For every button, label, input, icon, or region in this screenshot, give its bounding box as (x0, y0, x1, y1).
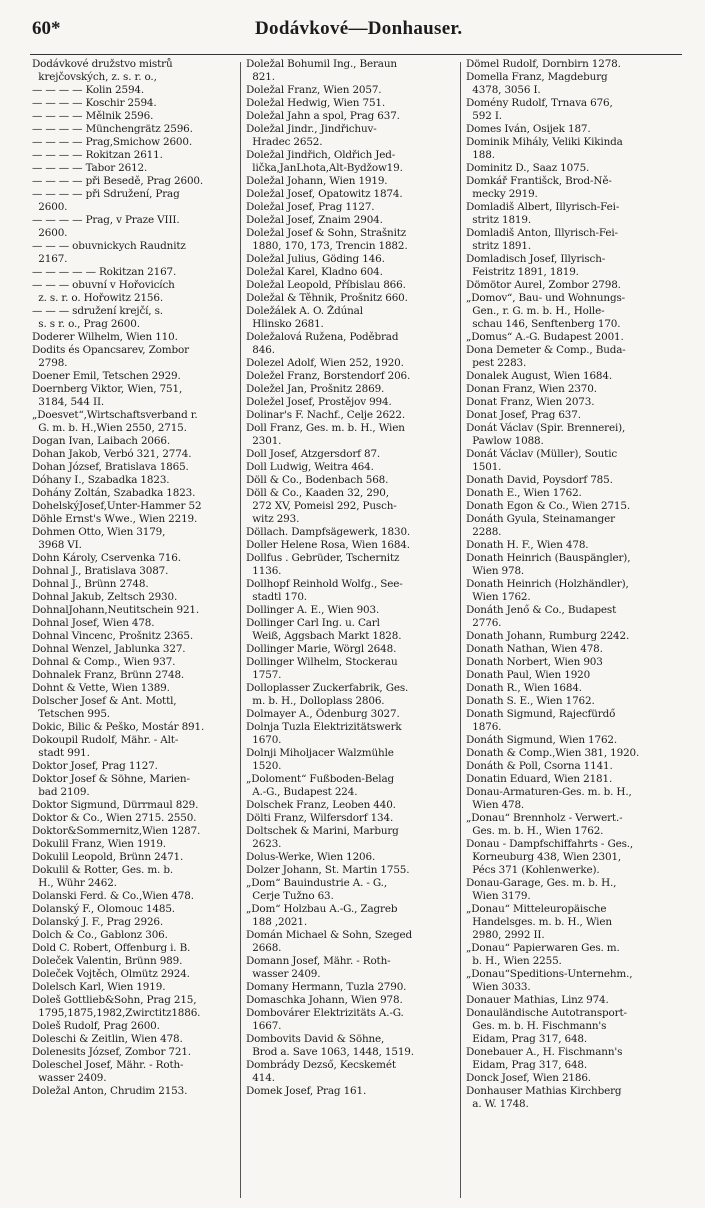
directory-entry-line: Donát Václav (Spir. Brennerei), (466, 422, 626, 434)
directory-entry-line: Dolus-Werke, Wien 1206. (246, 851, 376, 863)
directory-entry-line: „Donau“ Mitteleuropäische (466, 903, 607, 915)
directory-entry-line: Dohnal Wenzel, Jablunka 327. (32, 643, 186, 655)
directory-entry-line: Döllach. Dampfsägewerk, 1830. (246, 526, 411, 538)
directory-entry-line: lička,JanLhota,Alt-Bydžow19. (246, 162, 403, 174)
directory-entry-line: Dolanski Ferd. & Co.,Wien 478. (32, 890, 194, 902)
directory-entry-line: Pécs 371 (Kohlenwerke). (466, 864, 600, 876)
directory-entry-line: 2288. (466, 526, 502, 538)
column-divider (460, 62, 461, 1198)
directory-entry-line: Doktor & Co., Wien 2715. 2550. (32, 812, 197, 824)
directory-entry-line: bad 2109. (32, 786, 90, 798)
column-2 (246, 58, 456, 1200)
directory-entry-line: Dollinger Wilhelm, Stockerau (246, 656, 398, 668)
directory-entry-line: 821. (246, 71, 275, 83)
directory-entry-line: Dokulil Leopold, Brünn 2471. (32, 851, 184, 863)
page-header (0, 14, 705, 44)
directory-entry-line: Doleschi & Zeitlin, Wien 478. (32, 1033, 183, 1045)
directory-entry-line: Dölti Franz, Wilfersdorf 134. (246, 812, 394, 824)
directory-entry-line: Donath Norbert, Wien 903 (466, 656, 603, 668)
directory-entry-line: Dokoupil Rudolf, Mähr. - Alt- (32, 734, 179, 746)
directory-entry-line: Dombrády Dezső, Kecskemét (246, 1059, 396, 1071)
directory-entry-line: Döll & Co., Bodenbach 568. (246, 474, 389, 486)
directory-entry-line: 1795,1875,1982,Zwirctitz1886. (32, 1007, 201, 1019)
directory-entry-line: Pawlow 1088. (466, 435, 544, 447)
directory-entry-line: Dogan Ivan, Laibach 2066. (32, 435, 170, 447)
directory-entry-line: 2776. (466, 617, 502, 629)
directory-entry-line: 1670. (246, 734, 282, 746)
directory-entry-line: Domladiš Anton, Illyrisch-Fei- (466, 227, 618, 239)
directory-entry-line: 3968 VI. (32, 539, 82, 551)
directory-entry-line: 2798. (32, 357, 68, 369)
directory-entry-line: Dolnja Tuzla Elektrizitätswerk (246, 721, 402, 733)
directory-entry-line: Donath Sigmund, Rajecfürdő (466, 708, 616, 720)
directory-entry-line: Doll Franz, Ges. m. b. H., Wien (246, 422, 405, 434)
directory-entry-line: Doleš Gottlieb&Sohn, Prag 215, (32, 994, 197, 1006)
directory-entry-line: H., Wühr 2462. (32, 877, 117, 889)
directory-entry-line: Domkář Františck, Brod-Ně- (466, 175, 612, 187)
directory-entry-line: Doležal Jindřich, Oldřich Jed- (246, 149, 396, 161)
directory-entry-line: 1667. (246, 1020, 282, 1032)
directory-entry-line: z. s. r. o. Hořowitz 2156. (32, 292, 163, 304)
column-divider (240, 62, 241, 1198)
directory-entry-line: Dohmen Otto, Wien 3179, (32, 526, 166, 538)
directory-entry-line: Doležal Hedwig, Wien 751. (246, 97, 386, 109)
directory-entry-line: Doktor Josef & Söhne, Marien- (32, 773, 190, 785)
page-title: Dodávkové—Donhauser. (255, 18, 463, 39)
directory-entry-line: Doležal Josef, Znaim 2904. (246, 214, 383, 226)
directory-entry-line: Doležal Jindr., Jindřichuv- (246, 123, 377, 135)
directory-entry-line: Dömel Rudolf, Dornbirn 1278. (466, 58, 621, 70)
directory-entry-line: „Domus“ A.-G. Budapest 2001. (466, 331, 624, 343)
directory-entry-line: Dohnal J., Bratislava 3087. (32, 565, 169, 577)
directory-entry-line: „Domov“, Bau- und Wohnungs- (466, 292, 625, 304)
directory-entry-line: Doležal Julius, Göding 146. (246, 253, 385, 265)
directory-entry-line: Dodávkové družstvo mistrů (32, 58, 173, 70)
directory-entry-line: 2623. (246, 838, 282, 850)
directory-entry-line: 2600. (32, 201, 68, 213)
directory-entry-line: Brod a. Save 1063, 1448, 1519. (246, 1046, 414, 1058)
directory-entry-line: Domladisch Josef, Illyrisch- (466, 253, 606, 265)
directory-entry-line: stritz 1819. (466, 214, 532, 226)
directory-entry-line: witz 293. (246, 513, 300, 525)
directory-entry-line: Donath Egon & Co., Wien 2715. (466, 500, 630, 512)
directory-entry-line: 1520. (246, 760, 282, 772)
directory-entry-line: Doležal Johann, Wien 1919. (246, 175, 388, 187)
directory-entry-line: 188 ,2021. (246, 916, 307, 928)
directory-entry-line: 1501. (466, 461, 502, 473)
directory-entry-line: Dolenesits József, Zombor 721. (32, 1046, 191, 1058)
directory-entry-line: Dolanský J. F., Prag 2926. (32, 916, 164, 928)
directory-entry-line: Domladiš Albert, Illyrisch-Fei- (466, 201, 620, 213)
directory-entry-line: 2167. (32, 253, 68, 265)
directory-entry-line: Doležal Bohumil Ing., Beraun (246, 58, 397, 70)
directory-entry-line: Domella Franz, Magdeburg (466, 71, 608, 83)
directory-entry-line: Döhle Ernst's Wwe., Wien 2219. (32, 513, 198, 525)
directory-entry-line: Donat Franz, Wien 2073. (466, 396, 595, 408)
directory-entry-line: Doleschel Josef, Mähr. - Roth- (32, 1059, 184, 1071)
directory-entry-line: stritz 1891. (466, 240, 532, 252)
directory-entry-line: — — — — Koschir 2594. (32, 97, 157, 109)
directory-entry-line: 1136. (246, 565, 282, 577)
directory-entry-line: Weiß, Aggsbach Markt 1828. (246, 630, 402, 642)
directory-entry-line: stadtl 170. (246, 591, 307, 603)
directory-entry-line: Dominik Mihály, Veliki Kikinda (466, 136, 623, 148)
directory-entry-line: Doleček Valentin, Brünn 989. (32, 955, 183, 967)
directory-entry-line: Donát Václav (Müller), Soutic (466, 448, 618, 460)
directory-entry-line: Korneuburg 438, Wien 2301, (466, 851, 622, 863)
directory-entry-line: Donath E., Wien 1762. (466, 487, 582, 499)
directory-entry-line: Domán Michael & Sohn, Szeged (246, 929, 412, 941)
directory-entry-line: Tetschen 995. (32, 708, 110, 720)
directory-entry-line: Doležel Jan, Prošnitz 2869. (246, 383, 385, 395)
directory-entry-line: Domek Josef, Prag 161. (246, 1085, 367, 1097)
directory-entry-line: Hlinsko 2681. (246, 318, 324, 330)
directory-entry-line: Wien 1762. (466, 591, 531, 603)
directory-entry-line: Dolanský F., Olomouc 1485. (32, 903, 175, 915)
directory-entry-line: Doleš Rudolf, Prag 2600. (32, 1020, 160, 1032)
directory-entry-line: Cerje Tužno 63. (246, 890, 334, 902)
directory-entry-line: Doležalová Ružena, Poděbrad (246, 331, 399, 343)
directory-entry-line: 3184, 544 II. (32, 396, 105, 408)
directory-entry-line: Doležal Leopold, Příbislau 866. (246, 279, 406, 291)
directory-entry-line: DohnalJohann,Neutitschein 921. (32, 604, 200, 616)
directory-entry-line: mecky 2919. (466, 188, 538, 200)
directory-entry-line: Donan Franz, Wien 2370. (466, 383, 597, 395)
directory-entry-line: Dohan József, Bratislava 1865. (32, 461, 189, 473)
directory-entry-line: Dohány Zoltán, Szabadka 1823. (32, 487, 196, 499)
directory-entry-line: Donauer Mathias, Linz 974. (466, 994, 609, 1006)
directory-entry-line: „Dom“ Bauindustrie A. - G., (246, 877, 387, 889)
directory-entry-line: Döll & Co., Kaaden 32, 290, (246, 487, 389, 499)
directory-entry-line: Wien 3033. (466, 981, 531, 993)
directory-entry-line: Donath & Comp.,Wien 381, 1920. (466, 747, 640, 759)
directory-entry-line: „Donau“ Papierwaren Ges. m. (466, 942, 620, 954)
directory-entry-line: Dokulil Franz, Wien 1919. (32, 838, 166, 850)
directory-entry-line: Doleček Vojtěch, Olmütz 2924. (32, 968, 190, 980)
directory-entry-line: Dolinar's F. Nachf., Celje 2622. (246, 409, 405, 421)
directory-entry-line: Wien 978. (466, 565, 525, 577)
directory-entry-line: Dohnal & Comp., Wien 937. (32, 656, 176, 668)
directory-entry-line: Doll Josef, Atzgersdorf 87. (246, 448, 381, 460)
directory-entry-line: Doležal Josef, Opatowitz 1874. (246, 188, 403, 200)
directory-entry-line: Domény Rudolf, Trnava 676, (466, 97, 613, 109)
directory-entry-line: Donáth Gyula, Steinamanger (466, 513, 615, 525)
directory-entry-line: Handelsges. m. b. H., Wien (466, 916, 612, 928)
directory-entry-line: Feistritz 1891, 1819. (466, 266, 579, 278)
directory-entry-line: 188. (466, 149, 495, 161)
directory-entry-line: „Donau“ Brennholz - Verwert.- (466, 812, 623, 824)
directory-entry-line: Donáth Sigmund, Wien 1762. (466, 734, 618, 746)
directory-entry-line: Donau - Dampfschiffahrts - Ges., (466, 838, 634, 850)
directory-entry-line: Dokic, Bilic & Peško, Mostár 891. (32, 721, 205, 733)
directory-entry-line: Dohan Jakob, Verbó 321, 2774. (32, 448, 192, 460)
directory-entry-line: Doležal Anton, Chrudim 2153. (32, 1085, 188, 1097)
directory-entry-line: Donau-Garage, Ges. m. b. H., (466, 877, 617, 889)
directory-entry-line: Dollinger Carl Ing. u. Carl (246, 617, 380, 629)
directory-entry-line: Dodits és Opancsarev, Zombor (32, 344, 189, 356)
directory-entry-line: Doležel Franz, Borstendorf 206. (246, 370, 411, 382)
directory-entry-line: — — — sdružení krejčí, s. (32, 305, 163, 317)
directory-entry-line: Donath H. F., Wien 478. (466, 539, 589, 551)
header-rule (30, 54, 682, 55)
directory-entry-line: — — — — při Sdružení, Prag (32, 188, 180, 200)
directory-entry-line: Domann Josef, Mähr. - Roth- (246, 955, 391, 967)
directory-entry-line: 1757. (246, 669, 282, 681)
directory-entry-line: — — — obuvnickych Raudnitz (32, 240, 186, 252)
directory-entry-line: Donhauser Mathias Kirchberg (466, 1085, 622, 1097)
directory-entry-line: Donau-Armaturen-Ges. m. b. H., (466, 786, 632, 798)
directory-entry-line: Dokulil & Rotter, Ges. m. b. (32, 864, 174, 876)
directory-entry-line: Donat Josef, Prag 637. (466, 409, 581, 421)
directory-entry-line: Doktor&Sommernitz,Wien 1287. (32, 825, 201, 837)
directory-entry-line: Donath Paul, Wien 1920 (466, 669, 591, 681)
directory-entry-line: DohelskýJosef,Unter-Hammer 52 (32, 500, 202, 512)
directory-entry-line: pest 2283. (466, 357, 527, 369)
directory-entry-line: Dombovits David & Söhne, (246, 1033, 385, 1045)
directory-entry-line: — — — — — Rokitzan 2167. (32, 266, 177, 278)
directory-entry-line: Dömötor Aurel, Zombor 2798. (466, 279, 621, 291)
directory-entry-line: Dohnal Josef, Wien 478. (32, 617, 155, 629)
directory-entry-line: Dohnal Vincenc, Prošnitz 2365. (32, 630, 193, 642)
directory-entry-line: Donath Nathan, Wien 478. (466, 643, 603, 655)
directory-entry-line: Dold C. Robert, Offenburg i. B. (32, 942, 191, 954)
directory-entry-line: Dohn Károly, Cservenka 716. (32, 552, 181, 564)
directory-entry-line: Doležal Jahn a spol, Prag 637. (246, 110, 400, 122)
directory-entry-line: Donath R., Wien 1684. (466, 682, 582, 694)
directory-entry-line: Doernberg Viktor, Wien, 751, (32, 383, 183, 395)
directory-entry-line: Donauländische Autotransport- (466, 1007, 627, 1019)
directory-entry-line: b. H., Wien 2255. (466, 955, 562, 967)
directory-entry-line: s. s r. o., Prag 2600. (32, 318, 140, 330)
directory-entry-line: Dolloplasser Zuckerfabrik, Ges. (246, 682, 409, 694)
directory-entry-line: 272 XV, Pomeisl 292, Pusch- (246, 500, 397, 512)
directory-entry-line: „Dom“ Holzbau A.-G., Zagreb (246, 903, 398, 915)
directory-entry-line: Doležálek A. O. Ždúnal (246, 305, 363, 317)
directory-entry-line: Dollhopf Reinhold Wolfg., See- (246, 578, 403, 590)
directory-entry-line: — — — — Münchengrätz 2596. (32, 123, 193, 135)
directory-entry-line: „Doloment“ Fußboden-Belag (246, 773, 394, 785)
directory-entry-line: Donath Heinrich (Holzhändler), (466, 578, 629, 590)
directory-entry-line: Eidam, Prag 317, 648. (466, 1059, 588, 1071)
directory-entry-line: Dóhany I., Szabadka 1823. (32, 474, 170, 486)
directory-entry-line: Doener Emil, Tetschen 2929. (32, 370, 181, 382)
directory-entry-line: 2301. (246, 435, 282, 447)
directory-entry-line: — — — — Prag, v Praze VIII. (32, 214, 180, 226)
directory-entry-line: Domany Hermann, Tuzla 2790. (246, 981, 407, 993)
directory-entry-line: „Donau“Speditions-Unternehm., (466, 968, 633, 980)
directory-entry-line: Dohnalek Franz, Brünn 2748. (32, 669, 185, 681)
directory-entry-line: Gen., r. G. m. b. H., Holle- (466, 305, 605, 317)
column-3 (466, 58, 680, 1200)
directory-entry-line: Dollfus . Gebrüder, Tschernitz (246, 552, 400, 564)
directory-entry-line: Dolelsch Karl, Wien 1919. (32, 981, 166, 993)
directory-entry-line: Dolscher Josef & Ant. Mottl, (32, 695, 177, 707)
directory-entry-line: 2600. (32, 227, 68, 239)
directory-entry-line: Dollinger A. E., Wien 903. (246, 604, 380, 616)
directory-entry-line: Dolschek Franz, Leoben 440. (246, 799, 396, 811)
directory-entry-line: Donck Josef, Wien 2186. (466, 1072, 591, 1084)
directory-entry-line: Dona Demeter & Comp., Buda- (466, 344, 626, 356)
directory-entry-line: schau 146, Senftenberg 170. (466, 318, 621, 330)
directory-entry-line: Dohnt & Vette, Wien 1389. (32, 682, 170, 694)
directory-entry-line: Dollinger Marie, Wörgl 2648. (246, 643, 397, 655)
directory-entry-line: wasser 2409. (32, 1072, 107, 1084)
directory-entry-line: Eidam, Prag 317, 648. (466, 1033, 588, 1045)
directory-entry-line: 1876. (466, 721, 502, 733)
directory-entry-line: wasser 2409. (246, 968, 321, 980)
directory-entry-line: a. W. 1748. (466, 1098, 529, 1110)
directory-entry-line: Wien 478. (466, 799, 525, 811)
directory-entry-line: Dombovárer Elektrizitäts A.-G. (246, 1007, 404, 1019)
directory-entry-line: — — — — Tabor 2612. (32, 162, 148, 174)
directory-entry-line: Donáth Jenő & Co., Budapest (466, 604, 617, 616)
directory-entry-line: Dolch & Co., Gablonz 306. (32, 929, 168, 941)
directory-entry-line: Doktor Josef, Prag 1127. (32, 760, 158, 772)
directory-entry-line: 4378, 3056 I. (466, 84, 541, 96)
directory-entry-line: Doležal Josef & Sohn, Strašnitz (246, 227, 407, 239)
directory-entry-line: — — — — při Besedě, Prag 2600. (32, 175, 204, 187)
directory-entry-line: Doller Helene Rosa, Wien 1684. (246, 539, 410, 551)
directory-entry-line: — — — — Prag,Smichow 2600. (32, 136, 192, 148)
directory-entry-line: G. m. b. H.,Wien 2550, 2715. (32, 422, 187, 434)
directory-entry-line: 414. (246, 1072, 275, 1084)
directory-entry-line: m. b. H., Dolloplass 2806. (246, 695, 385, 707)
directory-entry-line: Ges. m. b. H., Wien 1762. (466, 825, 604, 837)
directory-entry-line: Hradec 2652. (246, 136, 323, 148)
directory-entry-line: — — — obuvní v Hořovicích (32, 279, 175, 291)
directory-entry-line: Doktor Sigmund, Dürrmaul 829. (32, 799, 199, 811)
directory-entry-line: „Doesvet“,Wirtschaftsverband r. (32, 409, 198, 421)
directory-entry-line: Donatin Eduard, Wien 2181. (466, 773, 613, 785)
directory-entry-line: Doltschek & Marini, Marburg (246, 825, 399, 837)
directory-entry-line: Donalek August, Wien 1684. (466, 370, 613, 382)
directory-entry-line: Donath Heinrich (Bauspängler), (466, 552, 631, 564)
directory-entry-line: Domaschka Johann, Wien 978. (246, 994, 403, 1006)
directory-entry-line: Dolzer Johann, St. Martin 1755. (246, 864, 410, 876)
directory-entry-line: Doderer Wilhelm, Wien 110. (32, 331, 178, 343)
directory-entry-line: Doll Ludwig, Weitra 464. (246, 461, 374, 473)
directory-entry-line: 846. (246, 344, 275, 356)
directory-entry-line: Donáth & Poll, Csorna 1141. (466, 760, 613, 772)
directory-entry-line: Dolnji Miholjacer Walzmühle (246, 747, 394, 759)
directory-entry-line: Dohnal J., Brünn 2748. (32, 578, 149, 590)
directory-entry-line: Domes Iván, Osijek 187. (466, 123, 591, 135)
directory-entry-line: Doležal & Těhnik, Prošnitz 660. (246, 292, 408, 304)
directory-entry-line: Donath S. E., Wien 1762. (466, 695, 595, 707)
directory-entry-line: Dohnal Jakub, Zeltsch 2930. (32, 591, 178, 603)
column-1 (32, 58, 236, 1200)
directory-entry-line: Doležel Josef, Prostějov 994. (246, 396, 392, 408)
directory-entry-line: — — — — Rokitzan 2611. (32, 149, 163, 161)
directory-entry-line: A.-G., Budapest 224. (246, 786, 358, 798)
directory-entry-line: Donath Johann, Rumburg 2242. (466, 630, 630, 642)
directory-entry-line: Doležal Franz, Wien 2057. (246, 84, 382, 96)
directory-entry-line: Doležal Josef, Prag 1127. (246, 201, 375, 213)
directory-entry-line: Dolezel Adolf, Wien 252, 1920. (246, 357, 404, 369)
directory-entry-line: Doležal Karel, Kladno 604. (246, 266, 383, 278)
directory-entry-line: — — — — Mělnik 2596. (32, 110, 154, 122)
directory-columns (30, 58, 682, 1200)
directory-entry-line: Dolmayer A., Ödenburg 3027. (246, 708, 400, 720)
directory-entry-line: — — — — Kolin 2594. (32, 84, 145, 96)
directory-entry-line: Dominitz D., Saaz 1075. (466, 162, 590, 174)
directory-entry-line: Donebauer A., H. Fischmann's (466, 1046, 623, 1058)
directory-entry-line: 2980, 2992 II. (466, 929, 545, 941)
directory-entry-line: Wien 3179. (466, 890, 531, 902)
directory-entry-line: 2668. (246, 942, 282, 954)
directory-entry-line: 592 I. (466, 110, 502, 122)
directory-entry-line: stadt 991. (32, 747, 90, 759)
page-number: 60* (32, 18, 61, 39)
directory-entry-line: krejčovských, z. s. r. o., (32, 71, 157, 83)
directory-entry-line: Ges. m. b. H. Fischmann's (466, 1020, 607, 1032)
directory-entry-line: Donath David, Poysdorf 785. (466, 474, 613, 486)
directory-entry-line: 1880, 170, 173, Trencin 1882. (246, 240, 408, 252)
